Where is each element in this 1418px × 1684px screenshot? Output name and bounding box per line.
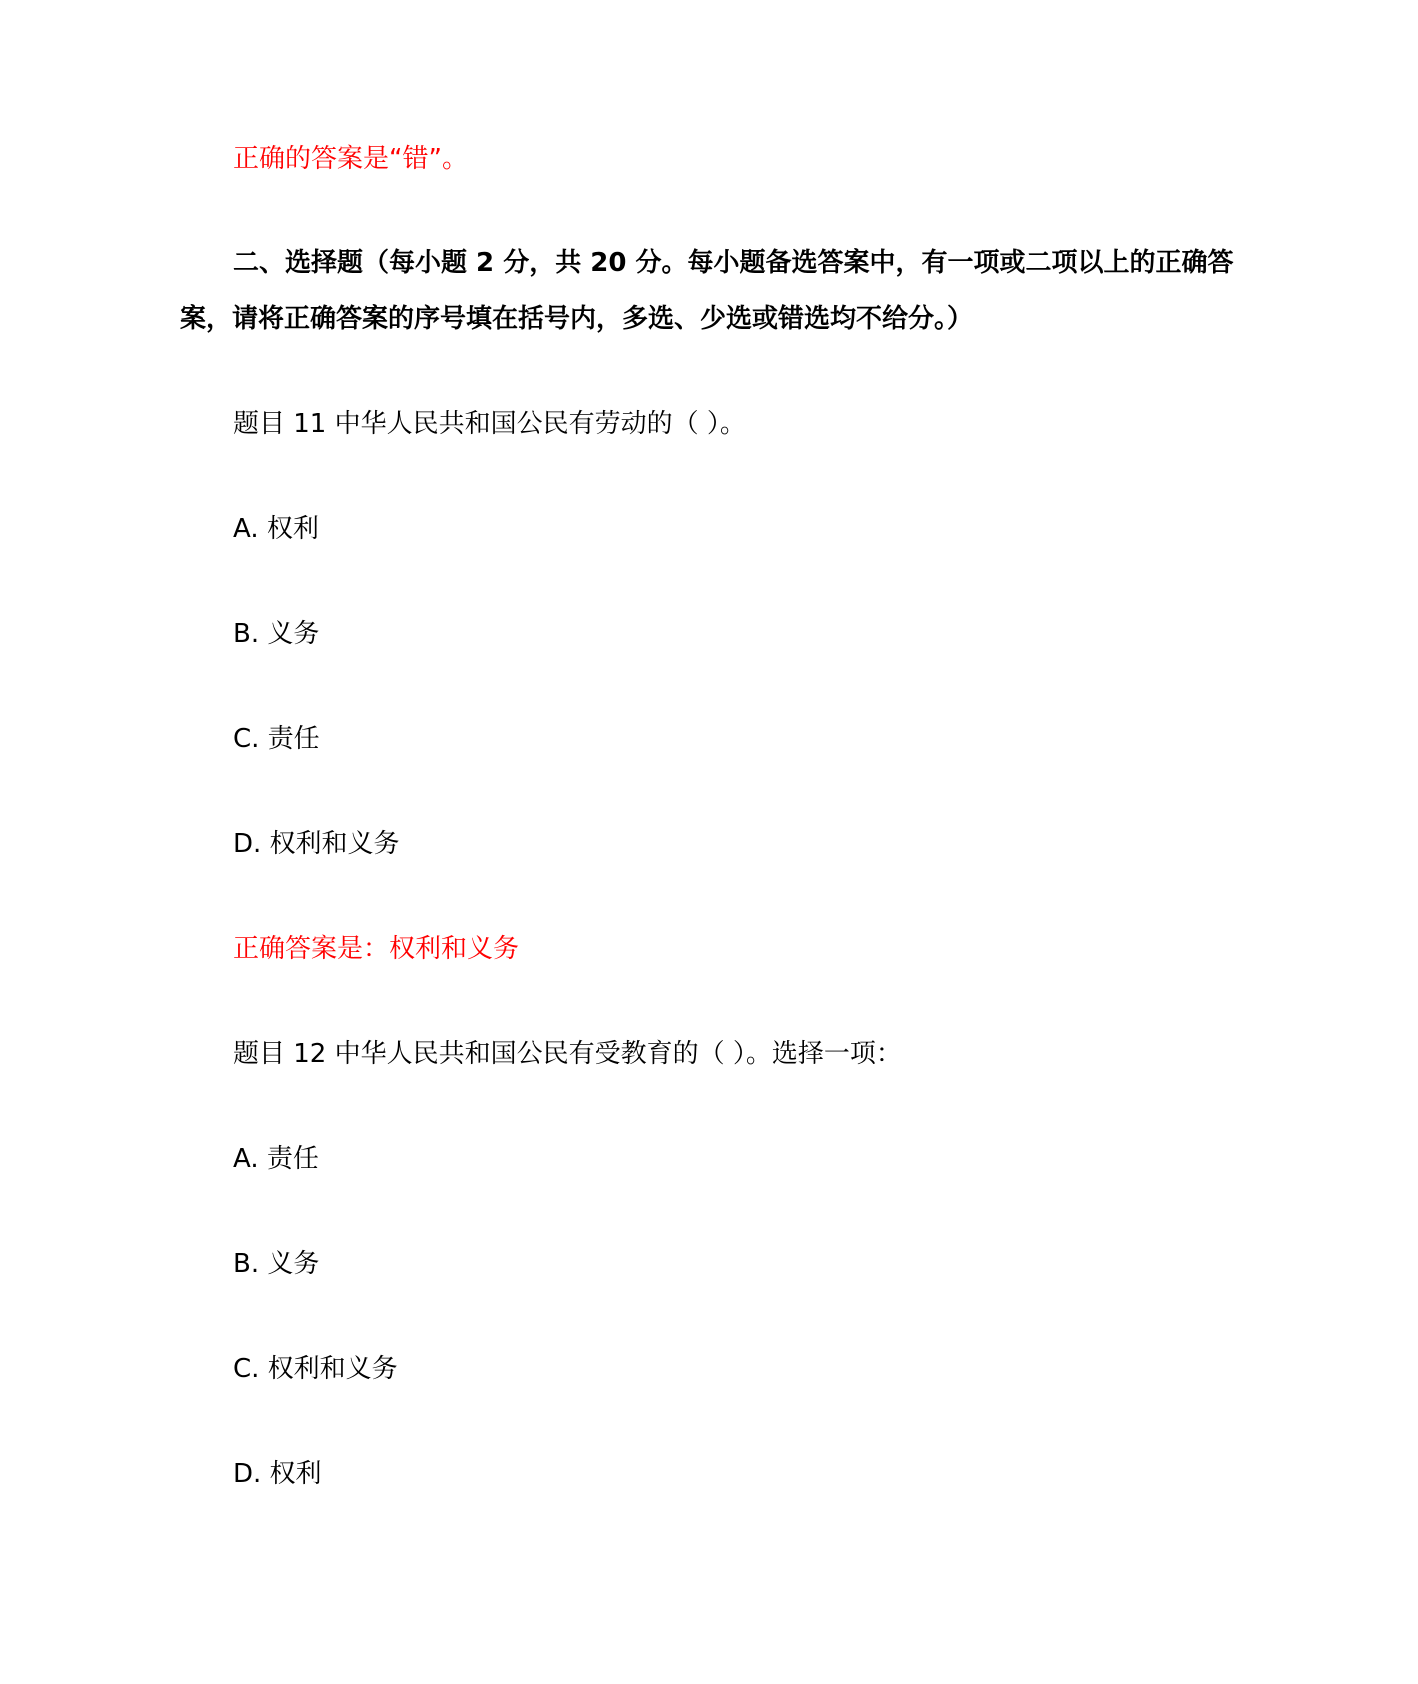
question-11-option-d: D. 权利和义务 (233, 829, 400, 859)
question-12-option-a: A. 责任 (233, 1144, 319, 1174)
question-11-option-c: C. 责任 (233, 724, 320, 754)
previous-answer: 正确的答案是“错”。 (233, 144, 468, 174)
question-11-option-b: B. 义务 (233, 619, 320, 649)
question-12-option-b: B. 义务 (233, 1249, 320, 1279)
question-12-option-d: D. 权利 (233, 1459, 322, 1489)
section-heading: 二、选择题（每小题 2 分，共 20 分。每小题备选答案中，有一项或二项以上的正确答案，请将正确答案的序号填在括号内，多选、少选或错选均不给分。） (180, 248, 1234, 334)
question-11-stem: 题目 11 中华人民共和国公民有劳动的（ ）。 (233, 409, 746, 439)
question-12-stem: 题目 12 中华人民共和国公民有受教育的（ ）。选择一项： (233, 1039, 902, 1069)
question-11-option-a: A. 权利 (233, 514, 319, 544)
question-11-answer: 正确答案是：权利和义务 (233, 934, 520, 964)
question-12-option-c: C. 权利和义务 (233, 1354, 398, 1384)
